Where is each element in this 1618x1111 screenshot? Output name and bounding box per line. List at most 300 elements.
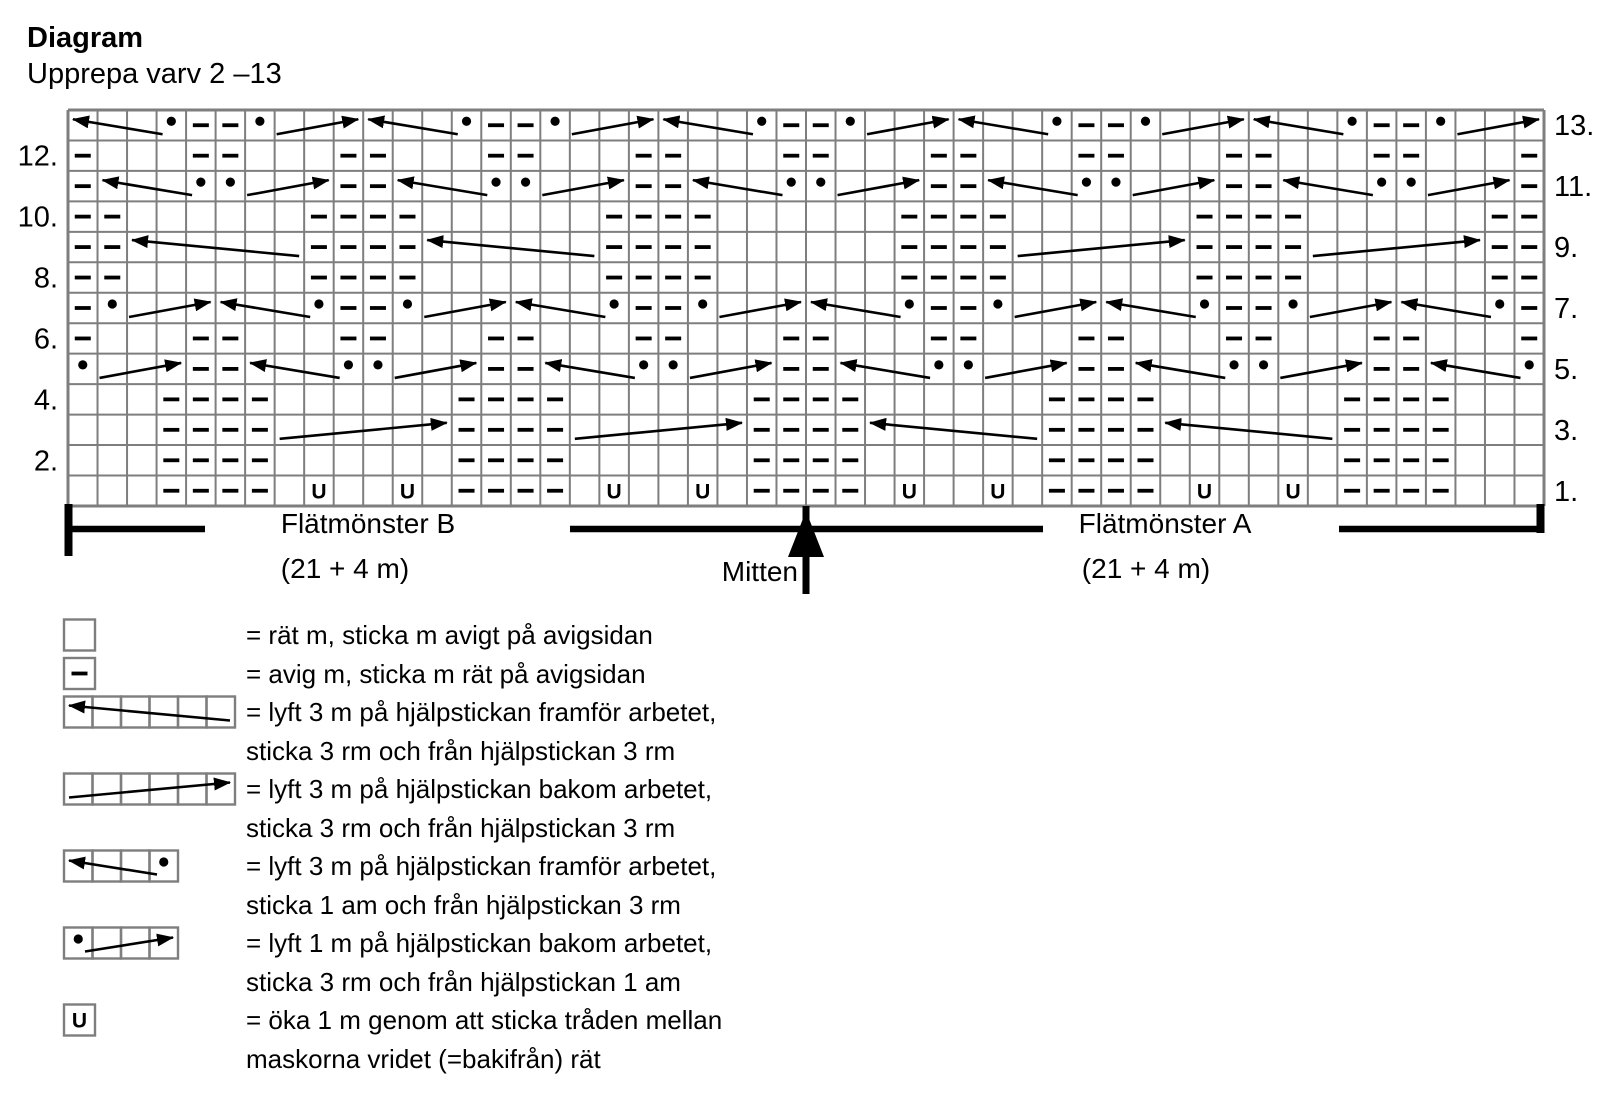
increase-u-icon: U xyxy=(901,480,917,504)
cable-arrow-right-icon xyxy=(719,302,801,317)
purl-dash-icon xyxy=(1137,397,1153,401)
purl-dash-icon xyxy=(1078,337,1094,341)
purl-dash-icon xyxy=(340,306,356,310)
purl-dot-icon xyxy=(491,178,500,187)
legend-text-cable4-back-1: = lyft 1 m på hjälpstickan bakom arbetet, xyxy=(246,928,713,958)
purl-dot-icon xyxy=(669,360,678,369)
purl-dash-icon xyxy=(75,245,91,249)
cable-arrow-left-icon xyxy=(663,119,753,134)
purl-dot-icon xyxy=(255,117,264,126)
purl-dash-icon xyxy=(813,123,829,127)
row-number-label: 12. xyxy=(17,140,58,173)
purl-dash-icon xyxy=(370,184,386,188)
purl-dash-icon xyxy=(488,337,504,341)
legend-text-cable6-back-1: = lyft 3 m på hjälpstickan bakom arbetet, xyxy=(246,774,713,804)
purl-dash-icon xyxy=(754,397,770,401)
purl-dot-icon xyxy=(1111,178,1120,187)
purl-dash-icon xyxy=(1226,154,1242,158)
purl-dash-icon xyxy=(1521,215,1537,219)
purl-dot-icon xyxy=(344,360,353,369)
cable-arrow-right-icon xyxy=(85,938,173,952)
cable-arrow-right-icon xyxy=(100,363,182,378)
legend-symbol-increase-cell xyxy=(64,1005,95,1036)
purl-dot-icon xyxy=(550,117,559,126)
purl-dash-icon xyxy=(1521,337,1537,341)
purl-dash-icon xyxy=(370,154,386,158)
purl-dash-icon xyxy=(931,337,947,341)
purl-dash-icon xyxy=(813,154,829,158)
cable-arrow-left-icon xyxy=(69,861,157,875)
purl-dash-icon xyxy=(665,337,681,341)
purl-dash-icon xyxy=(1108,337,1124,341)
purl-dash-icon xyxy=(1108,458,1124,462)
purl-dash-icon xyxy=(1433,397,1449,401)
cable-arrow-right-icon xyxy=(1310,302,1392,317)
purl-dash-icon xyxy=(1197,245,1213,249)
purl-dash-icon xyxy=(252,458,268,462)
purl-dot-icon xyxy=(698,299,707,308)
cable-arrow-right-icon xyxy=(247,180,329,195)
purl-dot-icon xyxy=(610,299,619,308)
legend-text-cable4-front-2: sticka 1 am och från hjälpstickan 3 rm xyxy=(246,890,681,920)
purl-dash-icon xyxy=(901,215,917,219)
purl-dash-icon xyxy=(488,428,504,432)
purl-dash-icon xyxy=(1078,428,1094,432)
purl-dash-icon xyxy=(1403,428,1419,432)
purl-dash-icon xyxy=(606,245,622,249)
purl-dash-icon xyxy=(1108,489,1124,493)
purl-dash-icon xyxy=(1403,489,1419,493)
purl-dash-icon xyxy=(813,397,829,401)
cable-arrow-left-icon xyxy=(516,302,606,317)
purl-dash-icon xyxy=(1285,276,1301,280)
purl-dash-icon xyxy=(547,489,563,493)
cable-arrow-right-icon xyxy=(129,302,211,317)
purl-dash-icon xyxy=(931,184,947,188)
bracket-b-sublabel: (21 + 4 m) xyxy=(280,553,410,584)
purl-dash-icon xyxy=(252,489,268,493)
purl-dot-icon xyxy=(846,117,855,126)
purl-dot-icon xyxy=(905,299,914,308)
purl-dash-icon xyxy=(931,245,947,249)
purl-dash-icon xyxy=(252,397,268,401)
purl-dash-icon xyxy=(813,367,829,371)
purl-dash-icon xyxy=(222,489,238,493)
purl-dash-icon xyxy=(695,276,711,280)
purl-dash-icon xyxy=(1049,458,1065,462)
cable-arrow-left-icon xyxy=(693,180,783,195)
purl-dash-icon xyxy=(931,276,947,280)
purl-dash-icon xyxy=(1374,337,1390,341)
purl-dash-icon xyxy=(1403,367,1419,371)
purl-dash-icon xyxy=(842,397,858,401)
row-number-label: 3. xyxy=(1554,414,1579,447)
increase-u-icon: U xyxy=(311,480,327,504)
mitten-up-arrow-icon xyxy=(788,511,824,557)
purl-dash-icon xyxy=(518,337,534,341)
purl-dash-icon xyxy=(1078,458,1094,462)
purl-dash-icon xyxy=(1049,397,1065,401)
purl-dot-icon xyxy=(1377,178,1386,187)
purl-dot-icon xyxy=(964,360,973,369)
legend-symbol-knit-cell xyxy=(64,620,95,651)
purl-dot-icon xyxy=(1495,299,1504,308)
cable-arrow-left-icon xyxy=(1431,363,1521,378)
purl-dash-icon xyxy=(636,337,652,341)
purl-dash-icon xyxy=(75,337,91,341)
purl-dash-icon xyxy=(1344,458,1360,462)
cable-arrow-left-icon xyxy=(959,119,1049,134)
purl-dash-icon xyxy=(370,215,386,219)
purl-dash-icon xyxy=(1108,428,1124,432)
purl-dash-icon xyxy=(665,154,681,158)
purl-dash-icon xyxy=(340,154,356,158)
purl-dash-icon xyxy=(222,337,238,341)
cable-arrow-right-icon xyxy=(985,363,1067,378)
legend-symbol-cable-4-back-dot xyxy=(64,928,178,959)
purl-dash-icon xyxy=(1374,489,1390,493)
purl-dash-icon xyxy=(459,489,475,493)
purl-dash-icon xyxy=(222,458,238,462)
purl-dash-icon xyxy=(1521,245,1537,249)
cable-arrow-right-icon xyxy=(395,363,477,378)
cable-arrow-right-icon xyxy=(838,180,920,195)
purl-dash-icon xyxy=(960,306,976,310)
purl-dash-icon xyxy=(193,367,209,371)
purl-dash-icon xyxy=(1078,397,1094,401)
purl-dot-icon xyxy=(993,299,1002,308)
purl-dash-icon xyxy=(754,489,770,493)
increase-u-icon: U xyxy=(695,480,711,504)
purl-dot-icon xyxy=(159,857,168,866)
purl-dash-icon xyxy=(1374,397,1390,401)
purl-dash-icon xyxy=(842,428,858,432)
cable-arrow-left-icon xyxy=(103,180,193,195)
purl-dash-icon xyxy=(518,154,534,158)
purl-dot-icon xyxy=(1082,178,1091,187)
purl-dot-icon xyxy=(373,360,382,369)
legend-symbol-purl-cell xyxy=(64,658,95,689)
purl-dash-icon xyxy=(75,184,91,188)
purl-dot-icon xyxy=(639,360,648,369)
cable-arrow-right-icon xyxy=(690,363,772,378)
cable-arrow-left-icon xyxy=(988,180,1078,195)
legend-symbols xyxy=(64,620,235,1036)
purl-dash-icon xyxy=(1374,367,1390,371)
purl-dash-icon xyxy=(665,215,681,219)
purl-dash-icon xyxy=(488,367,504,371)
cable-arrow-right-icon xyxy=(572,119,654,134)
cable-arrow-right-icon xyxy=(1457,119,1539,134)
purl-dash-icon xyxy=(1492,245,1508,249)
legend-text-cable6-front-2: sticka 3 rm och från hjälpstickan 3 rm xyxy=(246,736,676,766)
legend-symbol-cable-4-front-dot xyxy=(64,851,178,882)
purl-dot-icon xyxy=(757,117,766,126)
purl-dash-icon xyxy=(488,123,504,127)
purl-dash-icon xyxy=(193,397,209,401)
purl-dash-icon xyxy=(518,397,534,401)
purl-dot-icon xyxy=(1288,299,1297,308)
increase-u-icon: U xyxy=(399,480,416,504)
purl-dash-icon xyxy=(783,367,799,371)
purl-dash-icon xyxy=(459,397,475,401)
purl-dash-icon xyxy=(1256,215,1272,219)
purl-dash-icon xyxy=(695,245,711,249)
purl-dash-icon xyxy=(1374,458,1390,462)
cable-arrow-left-icon xyxy=(1283,180,1373,195)
legend-text-cable4-front-1: = lyft 3 m på hjälpstickan framför arbetet, xyxy=(246,851,717,881)
cable-arrow-left-icon xyxy=(1106,302,1196,317)
cable-arrow-right-icon xyxy=(1015,302,1097,317)
purl-dash-icon xyxy=(636,215,652,219)
purl-dash-icon xyxy=(222,397,238,401)
purl-dash-icon xyxy=(783,489,799,493)
purl-dash-icon xyxy=(311,245,327,249)
purl-dot-icon xyxy=(1229,360,1238,369)
purl-dash-icon xyxy=(1137,428,1153,432)
purl-dash-icon xyxy=(783,458,799,462)
purl-dash-icon xyxy=(163,397,179,401)
purl-dash-icon xyxy=(1374,154,1390,158)
purl-dash-icon xyxy=(547,458,563,462)
purl-dash-icon xyxy=(1403,123,1419,127)
purl-dash-icon xyxy=(636,276,652,280)
purl-dash-icon xyxy=(193,337,209,341)
purl-dash-icon xyxy=(311,276,327,280)
purl-dash-icon xyxy=(1374,123,1390,127)
purl-dash-icon xyxy=(960,215,976,219)
purl-dash-icon xyxy=(1078,489,1094,493)
purl-dash-icon xyxy=(488,489,504,493)
purl-dot-icon xyxy=(1525,360,1534,369)
purl-dash-icon xyxy=(783,123,799,127)
purl-dash-icon xyxy=(399,245,415,249)
bracket-b-label: Flätmönster B xyxy=(280,508,456,539)
purl-dash-icon xyxy=(1344,489,1360,493)
purl-dash-icon xyxy=(754,428,770,432)
purl-dash-icon xyxy=(488,154,504,158)
purl-dash-icon xyxy=(75,306,91,310)
purl-dash-icon xyxy=(104,215,120,219)
purl-dash-icon xyxy=(370,276,386,280)
purl-dot-icon xyxy=(1052,117,1061,126)
legend-text-purl: = avig m, sticka m rät på avigsidan xyxy=(246,659,646,689)
purl-dash-icon xyxy=(222,123,238,127)
cable-arrow-right-icon xyxy=(277,119,359,134)
purl-dash-icon xyxy=(518,489,534,493)
row-number-label: 4. xyxy=(33,384,58,417)
cable-arrow-right-icon xyxy=(424,302,506,317)
purl-dash-icon xyxy=(960,276,976,280)
purl-dash-icon xyxy=(1433,458,1449,462)
purl-dash-icon xyxy=(1108,367,1124,371)
purl-dash-icon xyxy=(1521,276,1537,280)
purl-dash-icon xyxy=(636,245,652,249)
row-number-label: 10. xyxy=(17,201,58,234)
purl-dash-icon xyxy=(1285,245,1301,249)
purl-dash-icon xyxy=(75,215,91,219)
purl-dash-icon xyxy=(1197,276,1213,280)
purl-dash-icon xyxy=(1344,397,1360,401)
purl-dash-icon xyxy=(340,245,356,249)
page-subtitle: Upprepa varv 2 –13 xyxy=(27,58,282,90)
purl-dash-icon xyxy=(990,245,1006,249)
row-number-label: 8. xyxy=(33,262,58,295)
purl-dash-icon xyxy=(1256,245,1272,249)
purl-dash-icon xyxy=(1108,154,1124,158)
row-number-label: 11. xyxy=(1554,171,1593,204)
purl-dash-icon xyxy=(252,428,268,432)
purl-dash-icon xyxy=(1521,184,1537,188)
purl-dot-icon xyxy=(74,934,83,943)
cable-arrow-left-icon xyxy=(368,119,458,134)
purl-dash-icon xyxy=(75,276,91,280)
purl-dot-icon xyxy=(226,178,235,187)
purl-dash-icon xyxy=(1256,337,1272,341)
purl-dash-icon xyxy=(518,123,534,127)
legend-symbol-cable-6-back xyxy=(64,774,235,805)
purl-dash-icon xyxy=(222,428,238,432)
purl-dash-icon xyxy=(783,397,799,401)
cable-arrow-right-icon xyxy=(1133,180,1215,195)
chart-grid xyxy=(68,110,1544,506)
bracket-a-sublabel: (21 + 4 m) xyxy=(1081,553,1211,584)
purl-dash-icon xyxy=(783,337,799,341)
purl-dash-icon xyxy=(104,276,120,280)
cable-arrow-right-icon xyxy=(1428,180,1510,195)
purl-dash-icon xyxy=(547,397,563,401)
increase-u-icon: U xyxy=(606,480,622,504)
row-number-label: 13. xyxy=(1554,110,1595,143)
cable-arrow-left-icon xyxy=(811,302,901,317)
legend-text-increase-2: maskorna vridet (=bakifrån) rät xyxy=(246,1044,601,1074)
purl-dot-icon xyxy=(196,178,205,187)
purl-dot-icon xyxy=(1348,117,1357,126)
purl-dash-icon xyxy=(104,245,120,249)
purl-dash-icon xyxy=(813,489,829,493)
purl-dash-icon xyxy=(1226,306,1242,310)
page-title: Diagram xyxy=(27,22,144,54)
purl-dot-icon xyxy=(167,117,176,126)
purl-dash-icon xyxy=(1521,154,1537,158)
purl-dash-icon xyxy=(931,154,947,158)
row-number-label: 2. xyxy=(33,445,58,478)
purl-dash-icon xyxy=(636,306,652,310)
purl-dash-icon xyxy=(1137,489,1153,493)
purl-dot-icon xyxy=(1407,178,1416,187)
purl-dash-icon xyxy=(665,184,681,188)
purl-dash-icon xyxy=(1433,428,1449,432)
purl-dash-icon xyxy=(518,428,534,432)
purl-dash-icon xyxy=(931,306,947,310)
purl-dash-icon xyxy=(1256,306,1272,310)
row-number-label: 6. xyxy=(33,323,58,356)
purl-dot-icon xyxy=(462,117,471,126)
purl-dash-icon xyxy=(488,397,504,401)
purl-dash-icon xyxy=(1403,337,1419,341)
purl-dash-icon xyxy=(547,428,563,432)
row-number-label: 5. xyxy=(1554,353,1579,386)
increase-u-icon: U xyxy=(71,1009,88,1033)
purl-dash-icon xyxy=(370,245,386,249)
purl-dot-icon xyxy=(108,299,117,308)
purl-dash-icon xyxy=(960,245,976,249)
purl-dash-icon xyxy=(459,458,475,462)
purl-dash-icon xyxy=(1492,215,1508,219)
purl-dash-icon xyxy=(1226,245,1242,249)
purl-dash-icon xyxy=(901,245,917,249)
purl-dash-icon xyxy=(72,672,88,676)
purl-dash-icon xyxy=(340,184,356,188)
purl-dash-icon xyxy=(1256,276,1272,280)
purl-dash-icon xyxy=(1492,276,1508,280)
cable-arrow-left-icon xyxy=(1254,119,1344,134)
purl-dash-icon xyxy=(1108,123,1124,127)
mitten-label: Mitten xyxy=(721,556,798,587)
purl-dot-icon xyxy=(934,360,943,369)
purl-dash-icon xyxy=(311,215,327,219)
increase-u-icon: U xyxy=(1196,480,1213,504)
purl-dash-icon xyxy=(193,154,209,158)
legend-symbol-cable-6-front xyxy=(64,697,235,728)
purl-dash-icon xyxy=(518,367,534,371)
purl-dash-icon xyxy=(1137,458,1153,462)
purl-dash-icon xyxy=(163,428,179,432)
purl-dash-icon xyxy=(1285,215,1301,219)
purl-dash-icon xyxy=(1108,397,1124,401)
purl-dash-icon xyxy=(1403,154,1419,158)
legend-text-knit: = rät m, sticka m avigt på avigsidan xyxy=(246,620,653,650)
purl-dash-icon xyxy=(222,367,238,371)
purl-dash-icon xyxy=(636,184,652,188)
purl-dash-icon xyxy=(1049,489,1065,493)
purl-dash-icon xyxy=(1226,184,1242,188)
purl-dash-icon xyxy=(990,215,1006,219)
purl-dash-icon xyxy=(370,337,386,341)
purl-dash-icon xyxy=(665,276,681,280)
purl-dash-icon xyxy=(695,215,711,219)
purl-dash-icon xyxy=(222,154,238,158)
purl-dash-icon xyxy=(636,154,652,158)
purl-dash-icon xyxy=(813,337,829,341)
purl-dot-icon xyxy=(1141,117,1150,126)
increase-u-icon: U xyxy=(990,480,1006,504)
purl-dash-icon xyxy=(783,428,799,432)
purl-dash-icon xyxy=(1197,215,1213,219)
purl-dash-icon xyxy=(754,458,770,462)
cable-arrow-left-icon xyxy=(1136,363,1226,378)
purl-dash-icon xyxy=(370,306,386,310)
purl-dash-icon xyxy=(990,276,1006,280)
purl-dash-icon xyxy=(193,458,209,462)
purl-dash-icon xyxy=(399,215,415,219)
legend-text-increase-1: = öka 1 m genom att sticka tråden mellan xyxy=(246,1005,723,1035)
bracket-a-label: Flätmönster A xyxy=(1078,508,1252,539)
purl-dash-icon xyxy=(163,489,179,493)
purl-dash-icon xyxy=(1374,428,1390,432)
purl-dot-icon xyxy=(403,299,412,308)
purl-dash-icon xyxy=(931,215,947,219)
purl-dash-icon xyxy=(1433,489,1449,493)
purl-dot-icon xyxy=(1200,299,1209,308)
legend-text-cable6-back-2: sticka 3 rm och från hjälpstickan 3 rm xyxy=(246,813,676,843)
purl-dash-icon xyxy=(1078,154,1094,158)
purl-dash-icon xyxy=(960,154,976,158)
purl-dash-icon xyxy=(606,276,622,280)
row-number-label: 1. xyxy=(1554,475,1579,508)
purl-dash-icon xyxy=(1256,154,1272,158)
purl-dot-icon xyxy=(1436,117,1445,126)
